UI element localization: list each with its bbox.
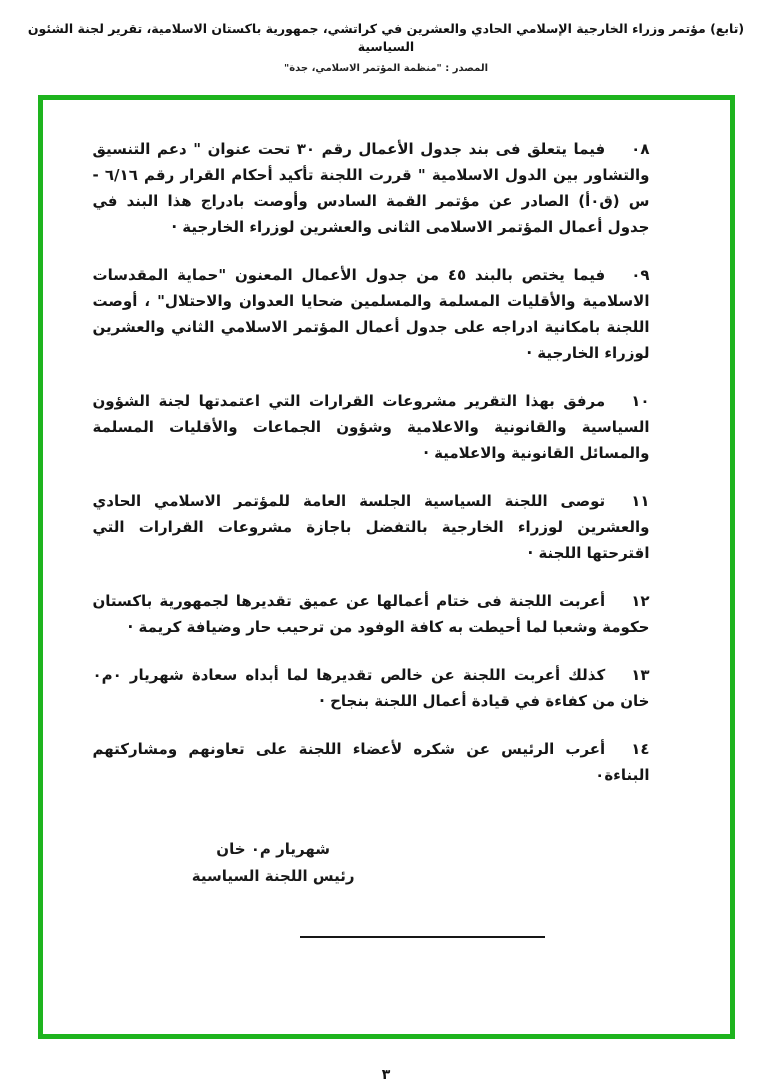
paragraph-text: توصى اللجنة السياسية الجلسة العامة للمؤتمر الاسلامي الحادي والعشرين لوزراء الخارجية بالتفضل باجازة مشروعات القرارات التي اقترحتها اللجنة · <box>92 492 650 562</box>
paragraph-text: فيما يختص بالبند ٤٥ من جدول الأعمال المعنون "حماية المقدسات الاسلامية والأقليات المسلمة والمسلمين ضحايا العدوان والاحتلال" ، أوصت اللجنة بامكانية ادراجه على جدول أعمال المؤتمر الاسلامي الثاني والعشرين لوزراء الخارجية · <box>92 266 650 362</box>
document-paragraph <box>93 488 650 566</box>
paragraph-number: ١٣ <box>631 666 650 684</box>
document-paragraph <box>93 736 650 788</box>
document-paragraph <box>93 388 650 466</box>
paragraph-number: ٠٨ <box>631 140 650 158</box>
signature-title: رئيس اللجنة السياسية <box>191 867 355 885</box>
document-paragraph <box>93 588 650 640</box>
paragraph-number: ٠٩ <box>631 266 650 284</box>
paragraph-number: ١٢ <box>631 592 650 610</box>
page-number: ٣ <box>381 1067 391 1083</box>
signature-block <box>192 836 355 890</box>
signature-line <box>300 936 545 938</box>
paragraph-number: ١١ <box>631 492 650 510</box>
document-paragraph <box>93 136 650 240</box>
paragraph-text: مرفق بهذا التقرير مشروعات القرارات التي اعتمدتها لجنة الشؤون السياسية والقانونية والاعلامية وشؤون الجماعات والأقليات المسلمة والمسائل القانونية والاعلامية · <box>92 392 650 462</box>
paragraph-text: أعرب الرئيس عن شكره لأعضاء اللجنة على تعاونهم ومشاركتهم البناءة٠ <box>92 740 650 784</box>
document-header-source: المصدر : "منظمة المؤتمر الاسلامي، جدة" <box>283 63 488 74</box>
paragraph-number: ١٤ <box>631 740 650 758</box>
page-header <box>0 0 772 74</box>
document-paragraph <box>93 662 650 714</box>
paragraph-number: ١٠ <box>631 392 650 410</box>
document-paragraph <box>93 262 650 366</box>
document-frame <box>38 95 735 1039</box>
signature-name: شهريار م٠ خان <box>216 840 330 858</box>
paragraph-text: فيما يتعلق فى بند جدول الأعمال رقم ٣٠ تحت عنوان " دعم التنسيق والتشاور بين الدول الاسلامية " قررت اللجنة تأكيد أحكام القرار رقم ٦/١٦ - س (ق٠أ) الصادر عن مؤتمر القمة السادس وأوصت بادراج هذا البند في جدول أعمال المؤتمر الاسلامى الثانى والعشرين لوزراء الخارجية · <box>92 140 650 236</box>
paragraphs-container <box>93 136 650 788</box>
paragraph-text: أعربت اللجنة فى ختام أعمالها عن عميق تقديرها لجمهورية باكستان حكومة وشعبا لما أحيطت به كافة الوفود من ترحيب حار وضيافة كريمة · <box>92 592 650 636</box>
paragraph-text: كذلك أعربت اللجنة عن خالص تقديرها لما أبداه سعادة شهريار ٠م٠ خان من كفاءة في قيادة أعمال اللجنة بنجاح · <box>92 666 650 710</box>
document-header-title: (تابع) مؤتمر وزراء الخارجية الإسلامي الحادي والعشرين في كراتشي، جمهورية باكستان الاسلامية، تقرير لجنة الشئون السياسية <box>27 21 745 54</box>
